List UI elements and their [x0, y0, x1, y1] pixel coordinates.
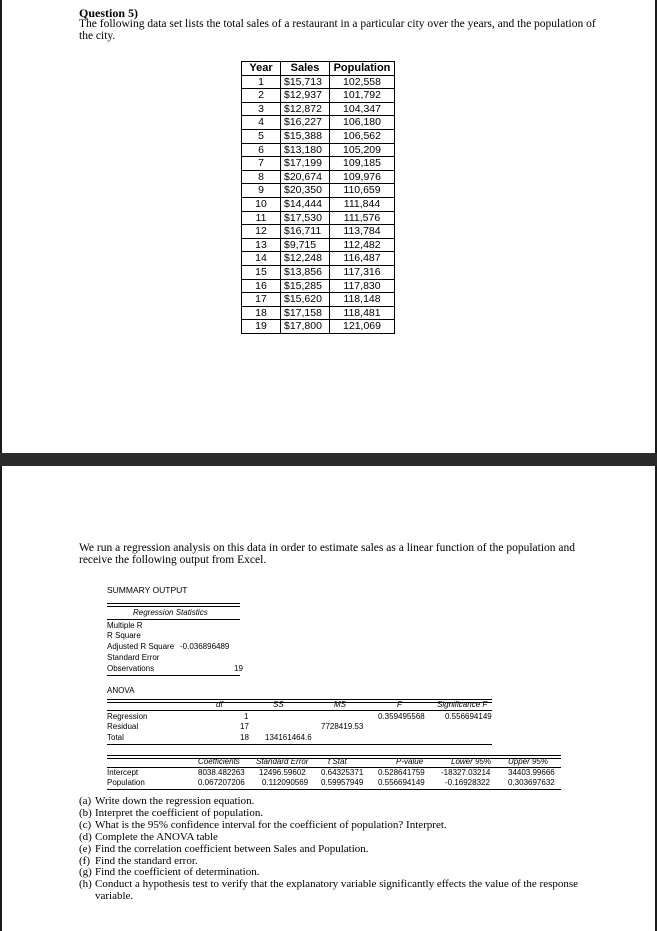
anova-col-ms: MS [334, 700, 346, 709]
sales-cell: $13,856 [281, 265, 330, 279]
sales-cell: $17,800 [281, 320, 330, 334]
sales-cell: $14,444 [281, 197, 330, 211]
year-cell: 16 [242, 279, 281, 293]
table-row [242, 75, 395, 89]
coef-population-t: 0.59957949 [321, 778, 364, 787]
year-cell: 11 [242, 211, 281, 225]
population-cell: 118,481 [330, 306, 395, 320]
question-item [79, 879, 579, 903]
population-cell: 111,844 [330, 197, 395, 211]
question-title: Question 5) [79, 6, 139, 20]
table-row [242, 225, 395, 239]
question-intro: The following data set lists the total sales of a restaurant in a particular city over the years, and the population of the city. [79, 18, 596, 42]
population-cell: 104,347 [330, 102, 395, 116]
coef-population-se: 0.112090569 [262, 778, 309, 787]
sales-cell: $16,711 [281, 225, 330, 239]
population-cell: 112,482 [330, 238, 395, 252]
coef-population-p: 0.556694149 [378, 778, 425, 787]
year-cell: 5 [242, 129, 281, 143]
coef-col-coefficients: Coefficients [198, 757, 240, 766]
anova-title: ANOVA [107, 686, 135, 695]
table-row [242, 89, 395, 103]
table-row [242, 238, 395, 252]
observations-label: Observations [107, 664, 155, 673]
table-row [242, 102, 395, 116]
summary-output-title: SUMMARY OUTPUT [107, 585, 188, 595]
question-list [79, 796, 579, 903]
year-cell: 13 [242, 238, 281, 252]
reg-stats-bottom-rule [107, 675, 240, 676]
year-cell: 7 [242, 157, 281, 171]
anova-col-sigf: Significance F [437, 700, 488, 709]
table-row [242, 129, 395, 143]
sales-cell: $12,248 [281, 252, 330, 266]
sales-cell: $17,158 [281, 306, 330, 320]
population-cell: 117,830 [330, 279, 395, 293]
sales-cell: $20,674 [281, 170, 330, 184]
anova-total-ss: 134161464.6 [265, 733, 312, 742]
question-item-label: (d) [79, 830, 92, 843]
anova-residual-label: Residual [107, 722, 139, 731]
header-population: Population [330, 62, 395, 76]
sales-cell: $13,180 [281, 143, 330, 157]
population-cell: 121,069 [330, 320, 395, 334]
question-item-text: What is the 95% confidence interval for the coefficient of population? Interpret. [95, 818, 447, 831]
table-row [242, 116, 395, 130]
std-error-label: Standard Error [107, 653, 160, 662]
coef-intercept-coef: 8038.482263 [198, 768, 245, 777]
coef-intercept-p: 0.528641759 [378, 768, 425, 777]
year-cell: 9 [242, 184, 281, 198]
population-cell: 106,562 [330, 129, 395, 143]
table-row [242, 320, 395, 334]
population-cell: 113,784 [330, 225, 395, 239]
question-item-text: Write down the regression equation. [95, 795, 255, 807]
reg-stats-header: Regression Statistics [133, 608, 208, 617]
table-header-row [242, 62, 395, 76]
regression-intro: We run a regression analysis on this data in order to estimate sales as a linear function of the population and receive the following output from Excel. [79, 542, 575, 566]
question-item-label: (a) [79, 795, 92, 807]
coef-col-upper95: Upper 95% [508, 757, 549, 766]
anova-regression-f: 0.359495568 [378, 712, 425, 721]
question-item-text: Interpret the coefficient of population. [95, 806, 264, 819]
table-row [242, 279, 395, 293]
table-row [242, 184, 395, 198]
sales-cell: $15,285 [281, 279, 330, 293]
year-cell: 1 [242, 75, 281, 89]
year-cell: 6 [242, 143, 281, 157]
population-cell: 116,487 [330, 252, 395, 266]
adj-r-square-value: -0.036896489 [180, 642, 230, 651]
year-cell: 19 [242, 320, 281, 334]
anova-col-f: F [397, 700, 402, 709]
question-item-text: Conduct a hypothesis test to verify that the explanatory variable significantly effects the value of the response variable. [95, 878, 579, 903]
population-cell: 110,659 [330, 184, 395, 198]
table-row [242, 265, 395, 279]
population-cell: 109,976 [330, 170, 395, 184]
sales-cell: $15,713 [281, 75, 330, 89]
anova-regression-df: 1 [244, 712, 249, 721]
adj-r-square-label: Adjusted R Square [107, 642, 175, 651]
sales-cell: $17,199 [281, 157, 330, 171]
question-item-label: (f) [79, 854, 90, 867]
population-cell: 109,185 [330, 157, 395, 171]
question-item-text: Find the correlation coefficient between Sales and Population. [95, 842, 369, 855]
sales-cell: $20,350 [281, 184, 330, 198]
anova-bottom-rule [107, 744, 492, 745]
question-item-label: (h) [79, 878, 92, 891]
coef-col-t-stat: t Stat [328, 757, 347, 766]
year-cell: 10 [242, 197, 281, 211]
page-separator [0, 453, 657, 466]
table-body [242, 75, 395, 333]
sales-cell: $9,715 [281, 238, 330, 252]
header-year: Year [242, 62, 281, 76]
reg-stats-top-rule [107, 603, 240, 607]
population-cell: 102,558 [330, 75, 395, 89]
table-row [242, 306, 395, 320]
population-cell: 106,180 [330, 116, 395, 130]
table-row [242, 197, 395, 211]
question-item-label: (c) [79, 818, 92, 831]
year-cell: 8 [242, 170, 281, 184]
population-cell: 111,576 [330, 211, 395, 225]
table-row [242, 170, 395, 184]
year-cell: 3 [242, 102, 281, 116]
coef-intercept-lower: -18327.03214 [441, 768, 491, 777]
coef-population-lower: -0.16928322 [445, 778, 490, 787]
population-cell: 118,148 [330, 293, 395, 307]
sales-population-table [241, 61, 395, 334]
multiple-r-label: Multiple R [107, 621, 143, 630]
table-row [242, 143, 395, 157]
r-square-label: R Square [107, 631, 141, 640]
year-cell: 12 [242, 225, 281, 239]
population-cell: 117,316 [330, 265, 395, 279]
sales-cell: $12,872 [281, 102, 330, 116]
table-row [242, 211, 395, 225]
coef-intercept-upper: 34403.99666 [508, 768, 555, 777]
question-item-text: Find the coefficient of determination. [95, 866, 260, 879]
anova-top-rule [107, 699, 492, 703]
anova-total-label: Total [107, 733, 124, 742]
anova-residual-df: 17 [240, 722, 249, 731]
coef-intercept-se: 12496.59602 [259, 768, 306, 777]
year-cell: 18 [242, 306, 281, 320]
population-cell: 101,792 [330, 89, 395, 103]
coef-intercept-t: 0.64325371 [321, 768, 364, 777]
coef-bottom-rule [107, 789, 561, 790]
coef-population-upper: 0.303697632 [508, 778, 555, 787]
question-item-text: Complete the ANOVA table [95, 830, 218, 843]
population-cell: 105,209 [330, 143, 395, 157]
sales-cell: $15,388 [281, 129, 330, 143]
year-cell: 17 [242, 293, 281, 307]
anova-regression-label: Regression [107, 712, 148, 721]
coef-population-label: Population [107, 778, 145, 787]
anova-col-df: df [216, 700, 223, 709]
coef-col-std-error: Standard Error [256, 757, 309, 766]
question-item-label: (e) [79, 842, 92, 855]
sales-cell: $15,620 [281, 293, 330, 307]
question-item-text: Find the standard error. [95, 854, 198, 867]
coef-col-lower95: Lower 95% [451, 757, 492, 766]
sales-cell: $12,937 [281, 89, 330, 103]
year-cell: 14 [242, 252, 281, 266]
year-cell: 4 [242, 116, 281, 130]
year-cell: 2 [242, 89, 281, 103]
anova-regression-sigf: 0.556694149 [445, 712, 492, 721]
page-border-left-lower [0, 466, 2, 931]
sales-cell: $17,530 [281, 211, 330, 225]
year-cell: 15 [242, 265, 281, 279]
anova-col-ss: SS [273, 700, 284, 709]
observations-value: 19 [234, 664, 243, 673]
sales-cell: $16,227 [281, 116, 330, 130]
anova-total-df: 18 [240, 733, 249, 742]
header-sales: Sales [281, 62, 330, 76]
anova-residual-ms: 7728419.53 [321, 722, 364, 731]
table-row [242, 157, 395, 171]
coef-col-p-value: P-value [396, 757, 424, 766]
coef-intercept-label: Intercept [107, 768, 139, 777]
table-row [242, 293, 395, 307]
table-row [242, 252, 395, 266]
reg-stats-header-rule [107, 619, 240, 620]
coef-population-coef: 0.067207206 [198, 778, 245, 787]
page-border-left [0, 0, 2, 453]
anova-header-rule [107, 710, 492, 711]
question-item-label: (b) [79, 806, 92, 819]
question-item-label: (g) [79, 866, 92, 879]
